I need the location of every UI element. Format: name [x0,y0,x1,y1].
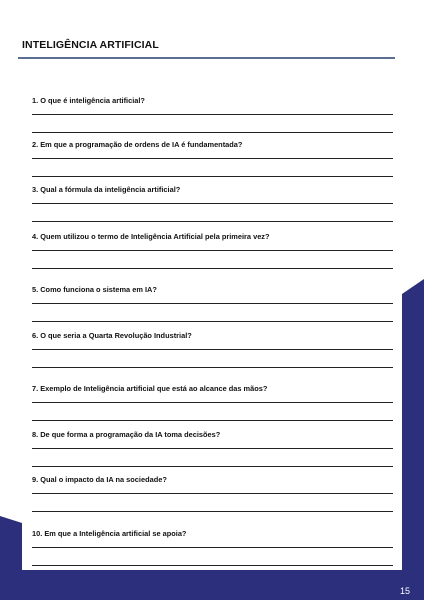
answer-line[interactable] [32,448,393,449]
page-title: INTELIGÊNCIA ARTIFICIAL [22,39,159,51]
bottom-band [0,570,424,600]
answer-line[interactable] [32,132,393,133]
page-number: 15 [399,586,410,596]
question-label: 4. Quem utilizou o termo de Inteligência Artificial pela primeira vez? [32,232,270,241]
answer-line[interactable] [32,367,393,368]
title-divider [18,57,395,59]
right-accent-shape [399,279,424,600]
answer-line[interactable] [32,158,393,159]
answer-line[interactable] [32,250,393,251]
question-label: 2. Em que a programação de ordens de IA é fundamentada? [32,140,243,149]
question-label: 7. Exemplo de Inteligência artificial que está ao alcance das mãos? [32,384,268,393]
question-label: 8. De que forma a programação da IA toma decisões? [32,430,221,439]
answer-line[interactable] [32,321,393,322]
answer-line[interactable] [32,349,393,350]
question-label: 6. O que seria a Quarta Revolução Industrial? [32,331,192,340]
answer-line[interactable] [32,493,393,494]
answer-line[interactable] [32,466,393,467]
answer-line[interactable] [32,176,393,177]
answer-line[interactable] [32,511,393,512]
question-label: 10. Em que a Inteligência artificial se apoia? [32,529,187,538]
answer-line[interactable] [32,402,393,403]
question-label: 1. O que é inteligência artificial? [32,96,145,105]
question-label: 5. Como funciona o sistema em IA? [32,285,157,294]
answer-line[interactable] [32,203,393,204]
question-label: 3. Qual a fórmula da inteligência artificial? [32,185,181,194]
answer-line[interactable] [32,221,393,222]
answer-line[interactable] [32,268,393,269]
answer-line[interactable] [32,565,393,566]
question-label: 9. Qual o impacto da IA na sociedade? [32,475,167,484]
answer-line[interactable] [32,114,393,115]
answer-line[interactable] [32,547,393,548]
answer-line[interactable] [32,420,393,421]
answer-line[interactable] [32,303,393,304]
